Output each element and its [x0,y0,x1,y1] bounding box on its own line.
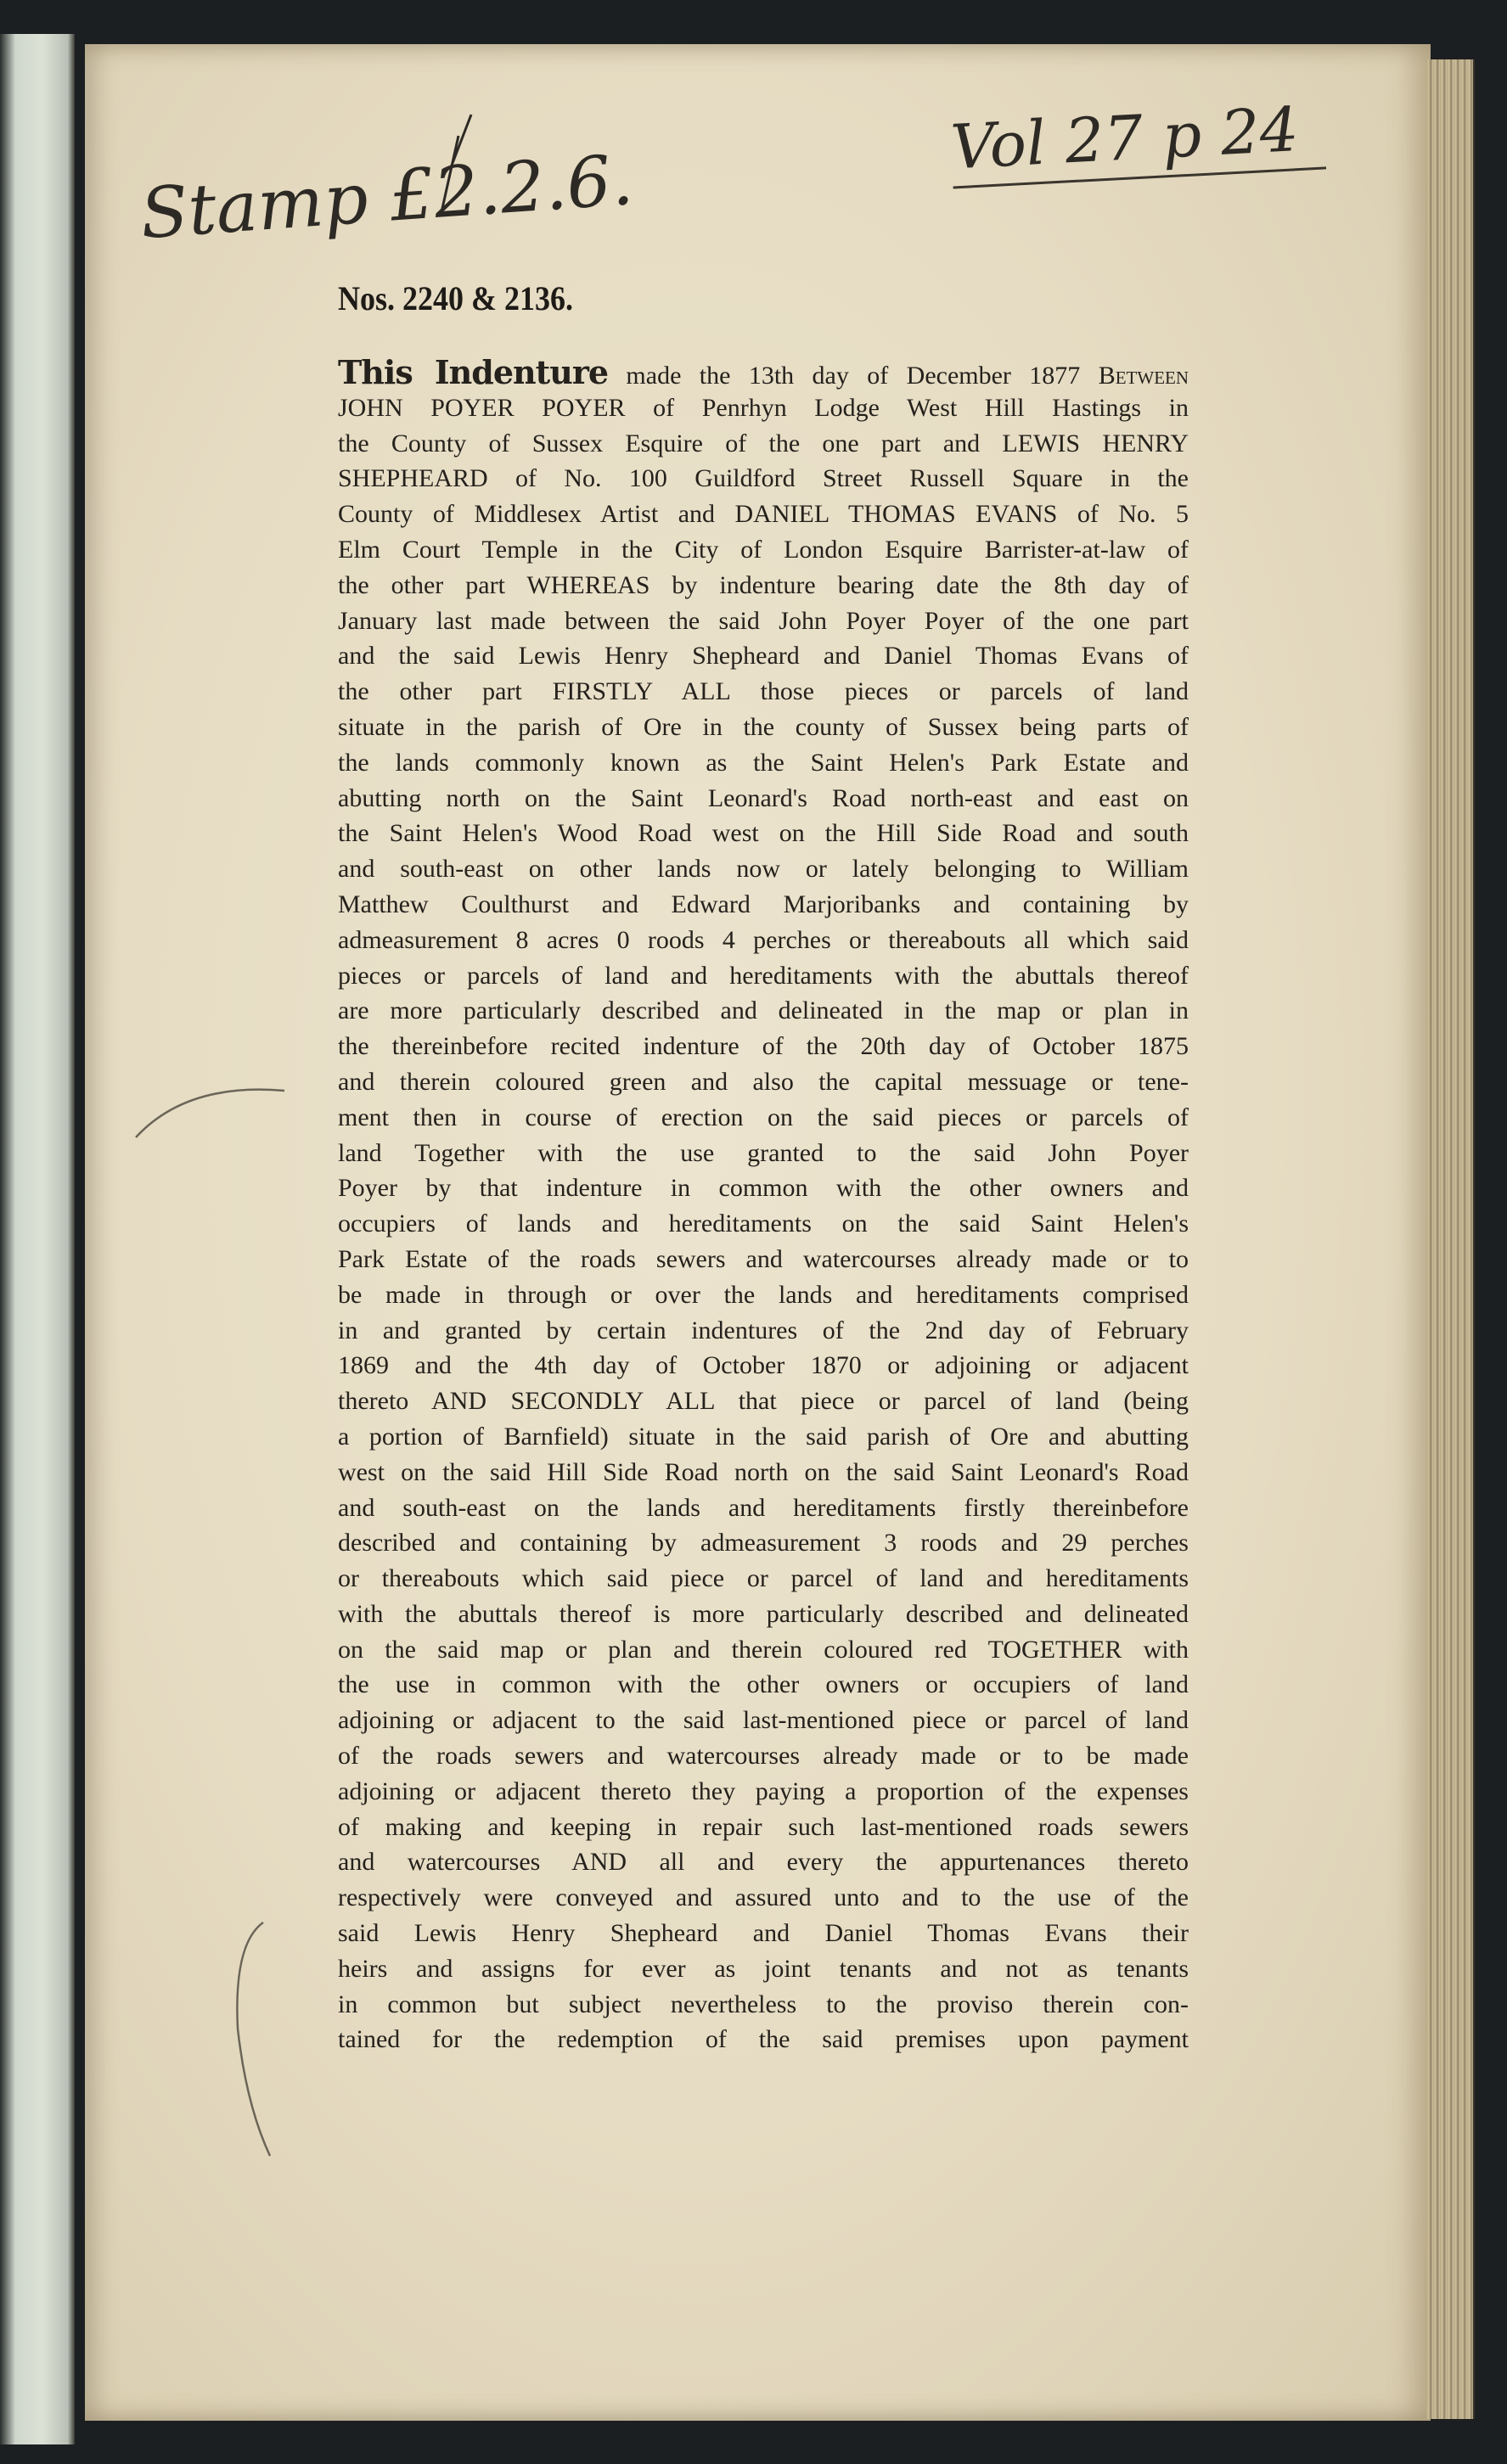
text-line: Matthew Coulthurst and Edward Marjoribanks and containing by [338,890,1189,918]
text-line: heirs and assigns for ever as joint tenants and not as tenants [338,1954,1189,1983]
text-line: situate in the parish of Ore in the county of Sussex being parts of [338,712,1189,741]
text-line: pieces or parcels of land and hereditaments with the abuttals thereof [338,961,1189,990]
text-line: a portion of Barnfield) situate in the said parish of Ore and abutting [338,1422,1189,1451]
text-line: and south-east on other lands now or lately belonging to William [338,855,1189,884]
text-line: SHEPHEARD of No. 100 Guildford Street Russell Square in the [338,464,1189,493]
text-line: the Saint Helen's Wood Road west on the Hill Side Road and south [338,819,1189,848]
text-line: the other part FIRSTLY ALL those pieces or parcels of land [338,677,1189,706]
text-line: described and containing by admeasurement 3 roods and 29 perches [338,1529,1189,1558]
text-line: the lands commonly known as the Saint Helen's Park Estate and [338,748,1189,777]
opening-line [338,355,1189,390]
text-line: with the abuttals thereof is more particularly described and delineated [338,1599,1189,1628]
text-line: on the said map or plan and therein coloured red TOGETHER with [338,1635,1189,1664]
text-line: of the roads sewers and watercourses already made or to be made [338,1742,1189,1771]
text-line: and therein coloured green and also the capital messuage or tene- [338,1067,1189,1096]
stamp-tick-mark [441,115,471,212]
text-line: in common but subject nevertheless to the proviso therein con- [338,1990,1189,2018]
text-line: west on the said Hill Side Road north on the said Saint Leonard's Road [338,1457,1189,1486]
text-line: tained for the redemption of the said premises upon payment [338,2025,1189,2054]
text-line: the other part WHEREAS by indenture bearing date the 8th day of [338,570,1189,599]
text-line: County of Middlesex Artist and DANIEL THOMAS EVANS of No. 5 [338,500,1189,529]
text-line: land Together with the use granted to the said John Poyer [338,1138,1189,1167]
margin-bracket-mark [237,1922,270,2156]
indenture-body-text [338,355,1189,2057]
text-line: ment then in course of erection on the said pieces or parcels of [338,1103,1189,1131]
text-line: and watercourses AND all and every the appurtenances thereto [338,1848,1189,1877]
text-line: are more particularly described and delineated in the map or plan in [338,996,1189,1025]
text-line: the County of Sussex Esquire of the one part and LEWIS HENRY [338,429,1189,457]
text-line: admeasurement 8 acres 0 roods 4 perches or thereabouts all which said [338,925,1189,954]
opening-between: Between [1098,362,1189,390]
margin-curve-mark [136,1090,284,1137]
text-line: JOHN POYER POYER of Penrhyn Lodge West Hill Hastings in [338,393,1189,422]
text-line: thereto AND SECONDLY ALL that piece or parcel of land (being [338,1387,1189,1416]
document-number-heading: Nos. 2240 & 2136. [338,279,574,317]
text-line: of making and keeping in repair such last-mentioned roads sewers [338,1812,1189,1841]
text-line: abutting north on the Saint Leonard's Road north-east and east on [338,783,1189,812]
text-line: Park Estate of the roads sewers and watercourses already made or to [338,1244,1189,1273]
text-line: Elm Court Temple in the City of London Esquire Barrister-at-law of [338,535,1189,564]
text-line: the thereinbefore recited indenture of the 20th day of October 1875 [338,1032,1189,1061]
text-line: be made in through or over the lands and hereditaments comprised [338,1280,1189,1309]
text-line: in and granted by certain indentures of the 2nd day of February [338,1316,1189,1344]
indenture-blackletter-title: This Indenture [338,353,609,391]
text-line: the use in common with the other owners or occupiers of land [338,1670,1189,1699]
text-line: or thereabouts which said piece or parcel of land and hereditaments [338,1564,1189,1593]
text-line: and the said Lewis Henry Shepheard and Daniel Thomas Evans of [338,642,1189,671]
text-line: said Lewis Henry Shepheard and Daniel Thomas Evans their [338,1919,1189,1948]
text-line: respectively were conveyed and assured unto and to the use of the [338,1883,1189,1912]
text-line: adjoining or adjacent thereto they paying a proportion of the expenses [338,1776,1189,1805]
text-line: 1869 and the 4th day of October 1870 or adjoining or adjacent [338,1351,1189,1380]
text-line: Poyer by that indenture in common with the other owners and [338,1174,1189,1203]
text-line: adjoining or adjacent to the said last-mentioned piece or parcel of land [338,1706,1189,1735]
text-line: and south-east on the lands and hereditaments firstly thereinbefore [338,1493,1189,1522]
text-line: occupiers of lands and hereditaments on the said Saint Helen's [338,1210,1189,1238]
text-line: January last made between the said John Poyer Poyer of the one part [338,606,1189,635]
handwritten-volume-note: Vol 27 p 24 [949,93,1326,189]
opening-text: made the 13th day of December 1877 [626,362,1081,390]
handwritten-stamp-note: Stamp £2.2.6. [138,139,636,255]
